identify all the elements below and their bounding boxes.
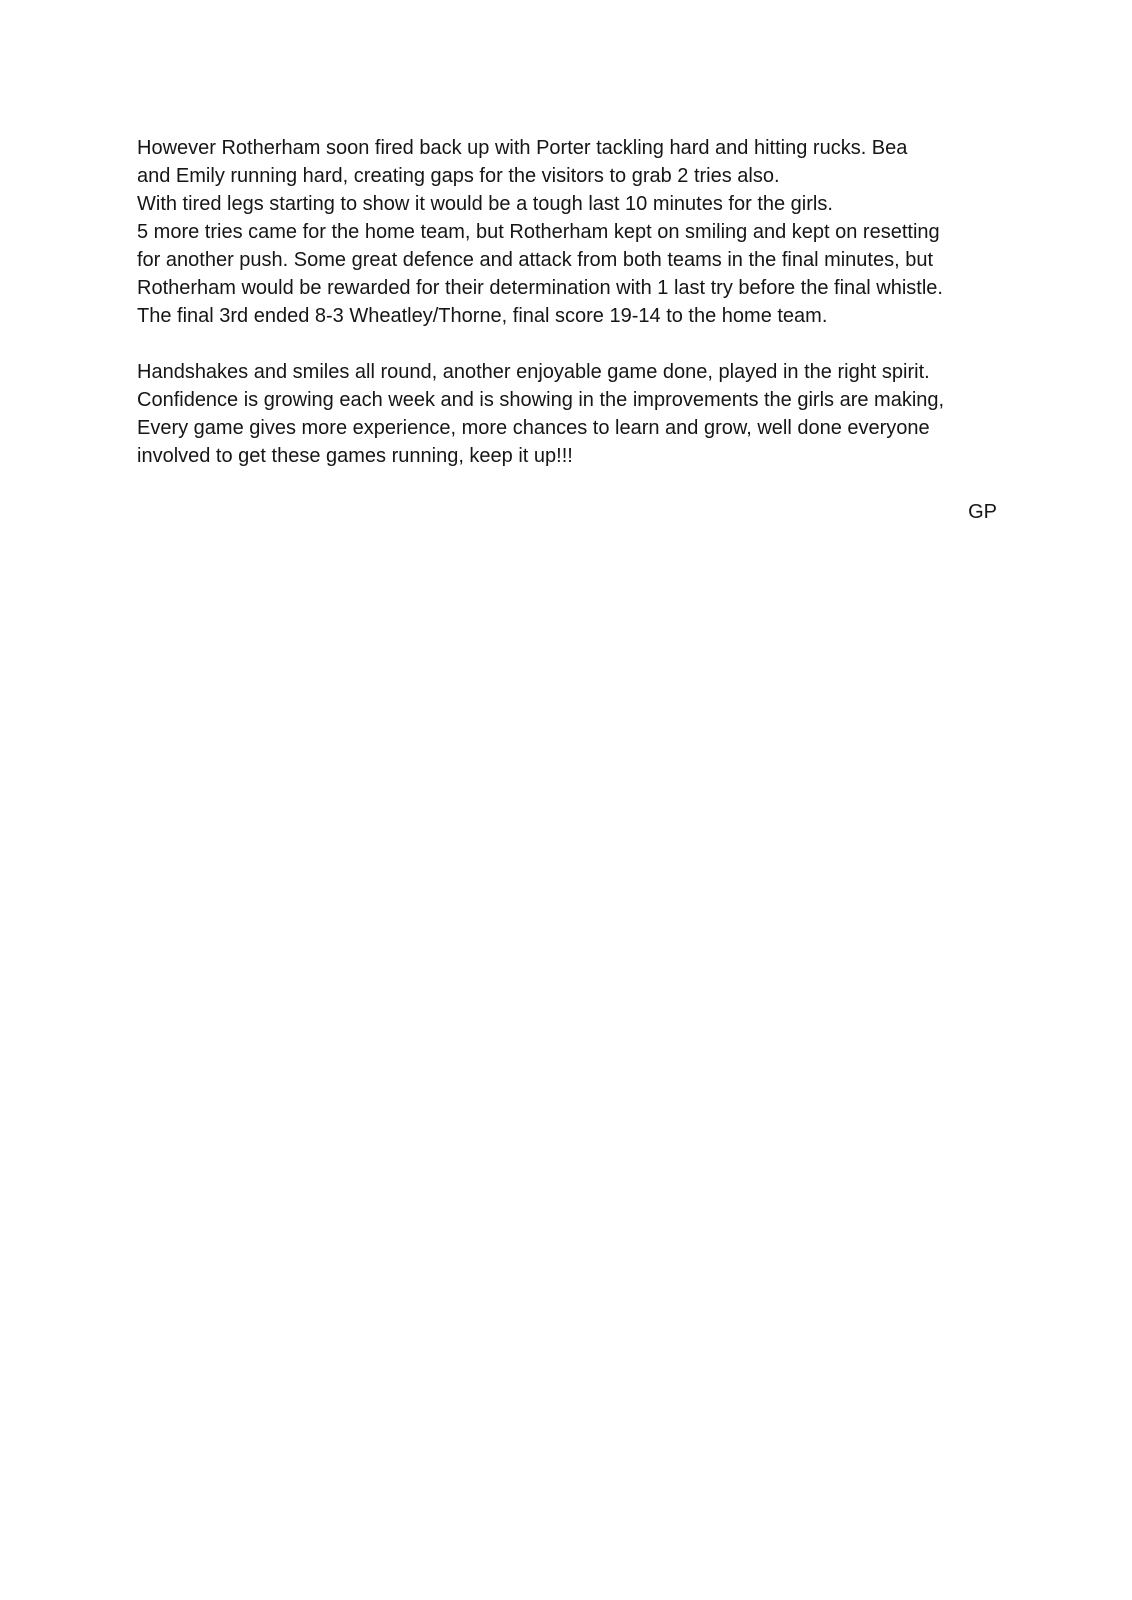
text-line: 5 more tries came for the home team, but Rotherham kept on smiling and kept on resetting bbox=[137, 221, 940, 243]
text-line: for another push. Some great defence and attack from both teams in the final minutes, but bbox=[137, 249, 934, 271]
text-line: involved to get these games running, keep it up!!! bbox=[137, 445, 573, 467]
text-line: Confidence is growing each week and is showing in the improvements the girls are making, bbox=[137, 389, 945, 411]
text-line: Every game gives more experience, more chances to learn and grow, well done everyone bbox=[137, 417, 930, 439]
text-line: With tired legs starting to show it would be a tough last 10 minutes for the girls. bbox=[137, 193, 833, 215]
text-line: Rotherham would be rewarded for their determination with 1 last try before the final whistle. bbox=[137, 277, 943, 299]
text-line: and Emily running hard, creating gaps for the visitors to grab 2 tries also. bbox=[137, 165, 780, 187]
text-line: The final 3rd ended 8-3 Wheatley/Thorne, final score 19-14 to the home team. bbox=[137, 305, 828, 327]
paragraph-closing-remarks bbox=[137, 358, 997, 470]
paragraph-match-report bbox=[137, 134, 997, 330]
signature-initials: GP bbox=[968, 501, 997, 523]
text-line: Handshakes and smiles all round, another enjoyable game done, played in the right spirit. bbox=[137, 361, 930, 383]
text-line: However Rotherham soon fired back up with Porter tackling hard and hitting rucks. Bea bbox=[137, 137, 908, 159]
document-body bbox=[137, 134, 997, 526]
